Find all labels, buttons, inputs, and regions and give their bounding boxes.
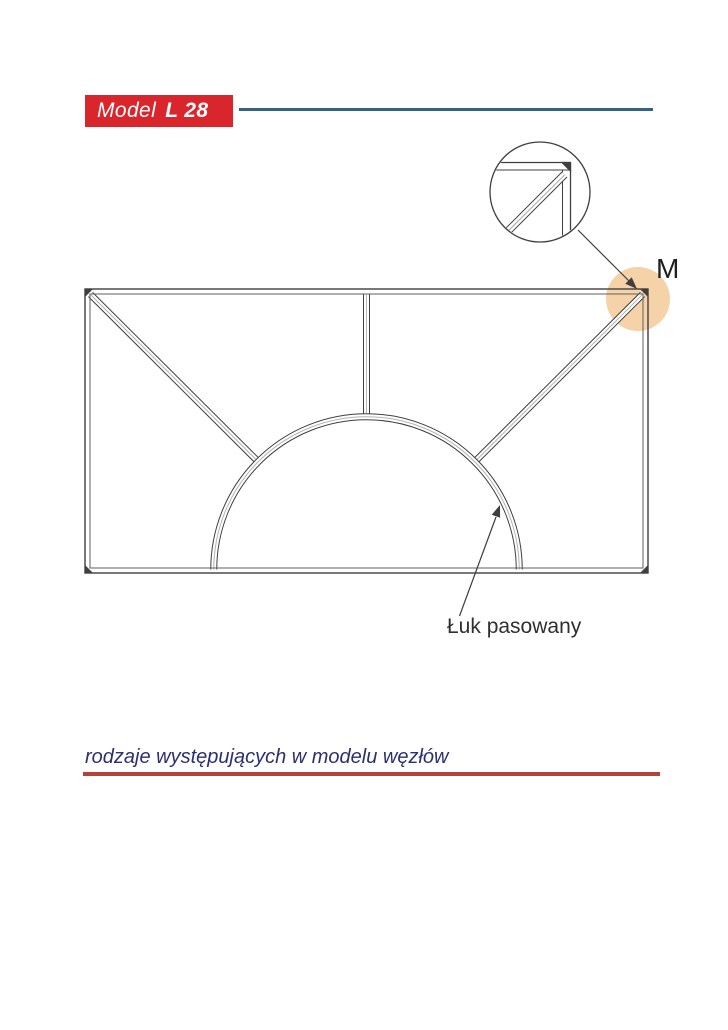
arched-bar xyxy=(214,417,520,570)
window-diagram xyxy=(0,130,728,690)
detail-magnifier xyxy=(486,142,590,253)
detail-leader-arrow xyxy=(578,230,637,289)
detail-circle xyxy=(490,142,590,242)
arc-leader-arrow xyxy=(460,505,501,616)
arc-label: Łuk pasowany xyxy=(447,615,582,638)
header-rule xyxy=(239,108,653,111)
node-label-m: M xyxy=(656,253,680,284)
arrowhead xyxy=(492,505,500,518)
model-code: L 28 xyxy=(165,99,209,122)
footer-caption: rodzaje występujących w modelu węzłów xyxy=(85,746,449,768)
diagonal-muntin-bar-right xyxy=(475,295,643,463)
model-word: Model xyxy=(97,99,157,122)
diagonal-muntin-bar-left xyxy=(91,295,259,463)
footer-rule xyxy=(83,772,660,776)
model-title-box xyxy=(85,95,233,127)
